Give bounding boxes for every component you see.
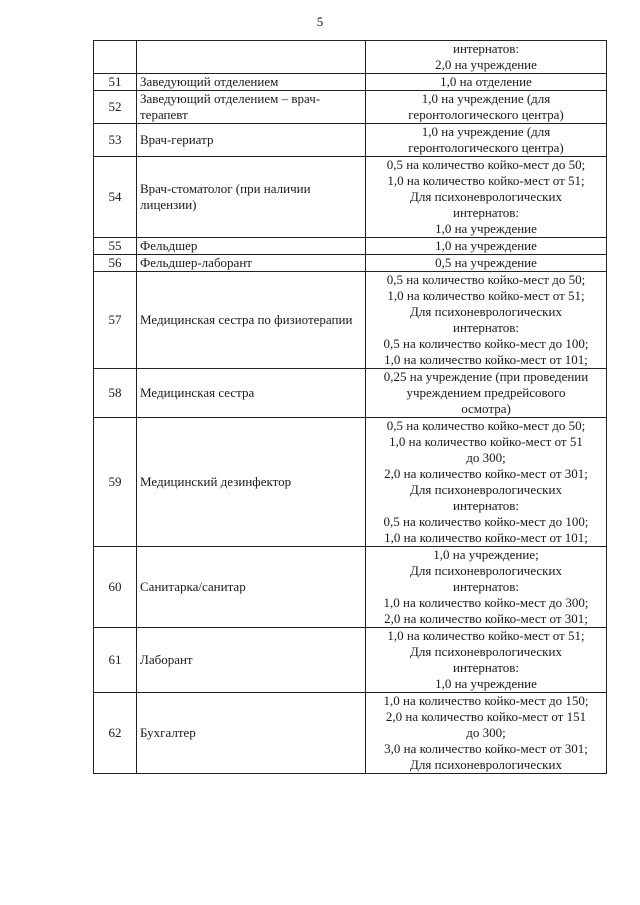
row-number: 54 <box>94 157 137 238</box>
norm-line: 0,25 на учреждение (при проведении <box>383 369 589 384</box>
norm-line: интернатов: <box>452 579 519 594</box>
table-row <box>94 124 607 157</box>
norm-line: Для психоневрологических <box>410 189 562 204</box>
row-number: 55 <box>94 238 137 255</box>
norm-line: 0,5 на количество койко-мест до 100; <box>383 336 589 351</box>
staffing-norm <box>366 157 607 238</box>
staffing-norm <box>366 693 607 774</box>
position-name: Заведующий отделением – врач-терапевт <box>137 91 366 124</box>
norm-line: 1,0 на количество койко-мест от 51; <box>387 288 585 303</box>
row-number <box>94 41 137 74</box>
row-number: 60 <box>94 547 137 628</box>
norm-line: 1,0 на учреждение <box>435 221 537 236</box>
norm-line: 1,0 на количество койко-мест до 300; <box>383 595 589 610</box>
norm-line: 1,0 на количество койко-мест от 51; <box>387 628 585 643</box>
position-name: Санитарка/санитар <box>137 547 366 628</box>
norm-line: геронтологического центра) <box>408 107 564 122</box>
norm-line: Для психоневрологических <box>410 563 562 578</box>
staffing-norm <box>366 74 607 91</box>
norm-line: 0,5 на учреждение <box>435 255 537 270</box>
norm-line: 1,0 на количество койко-мест до 150; <box>383 693 589 708</box>
table-body <box>94 41 607 774</box>
staffing-norm <box>366 91 607 124</box>
row-number: 56 <box>94 255 137 272</box>
staffing-norms-table <box>93 40 607 774</box>
norm-line: 2,0 на количество койко-мест от 151 <box>385 709 587 724</box>
table-row <box>94 369 607 418</box>
norm-line: Для психоневрологических <box>410 304 562 319</box>
norm-line: 3,0 на количество койко-мест от 301; <box>384 741 588 756</box>
row-number: 59 <box>94 418 137 547</box>
norm-line: 1,0 на количество койко-мест от 51 <box>389 434 583 449</box>
norm-line: 0,5 на количество койко-мест до 50; <box>386 157 586 172</box>
staffing-norm <box>366 272 607 369</box>
norm-line: интернатов: <box>452 660 519 675</box>
row-number: 52 <box>94 91 137 124</box>
norm-line: интернатов: <box>452 41 519 56</box>
staffing-norm <box>366 547 607 628</box>
table-row <box>94 157 607 238</box>
norm-line: 0,5 на количество койко-мест до 100; <box>383 514 589 529</box>
staffing-norm <box>366 628 607 693</box>
table-row <box>94 628 607 693</box>
norm-line: 2,0 на учреждение <box>435 57 537 72</box>
row-number: 57 <box>94 272 137 369</box>
table-row <box>94 255 607 272</box>
position-name: Медицинский дезинфектор <box>137 418 366 547</box>
staffing-norm <box>366 418 607 547</box>
norm-line: 1,0 на отделение <box>440 74 532 89</box>
norm-line: 1,0 на учреждение <box>435 238 537 253</box>
position-name: Бухгалтер <box>137 693 366 774</box>
norm-line: интернатов: <box>452 498 519 513</box>
row-number: 51 <box>94 74 137 91</box>
norm-line: Для психоневрологических <box>410 644 562 659</box>
table-row <box>94 693 607 774</box>
norm-line: до 300; <box>466 450 506 465</box>
row-number: 53 <box>94 124 137 157</box>
row-number: 62 <box>94 693 137 774</box>
norm-line: 0,5 на количество койко-мест до 50; <box>386 418 586 433</box>
norm-line: 1,0 на количество койко-мест от 101; <box>384 352 588 367</box>
norm-line: 1,0 на учреждение; <box>433 547 539 562</box>
position-name <box>137 41 366 74</box>
norm-line: Для психоневрологических <box>410 482 562 497</box>
norm-line: 1,0 на учреждение <box>435 676 537 691</box>
table-row <box>94 41 607 74</box>
table-row <box>94 91 607 124</box>
table-row <box>94 272 607 369</box>
row-number: 61 <box>94 628 137 693</box>
staffing-norm <box>366 124 607 157</box>
position-name: Медицинская сестра <box>137 369 366 418</box>
norm-line: осмотра) <box>461 401 511 416</box>
norm-line: 1,0 на количество койко-мест от 51; <box>387 173 585 188</box>
norm-line: интернатов: <box>452 320 519 335</box>
norm-line: 1,0 на учреждение (для <box>421 91 551 106</box>
norm-line: учреждением предрейсового <box>406 385 566 400</box>
table-row <box>94 238 607 255</box>
table-row <box>94 547 607 628</box>
page-number: 5 <box>316 14 324 29</box>
table-row <box>94 418 607 547</box>
norm-line: 1,0 на учреждение (для <box>421 124 551 139</box>
table-row <box>94 74 607 91</box>
position-name: Врач-гериатр <box>137 124 366 157</box>
norm-line: Для психоневрологических <box>410 757 562 772</box>
position-name: Медицинская сестра по физиотерапии <box>137 272 366 369</box>
staffing-norm <box>366 41 607 74</box>
row-number: 58 <box>94 369 137 418</box>
staffing-norm <box>366 369 607 418</box>
norm-line: геронтологического центра) <box>408 140 564 155</box>
norm-line: до 300; <box>466 725 506 740</box>
staffing-norm <box>366 255 607 272</box>
position-name: Заведующий отделением <box>137 74 366 91</box>
position-name: Врач-стоматолог (при наличии лицензии) <box>137 157 366 238</box>
norm-line: 1,0 на количество койко-мест от 101; <box>384 530 588 545</box>
norm-line: интернатов: <box>452 205 519 220</box>
norm-line: 2,0 на количество койко-мест от 301; <box>384 611 588 626</box>
norm-line: 2,0 на количество койко-мест от 301; <box>384 466 588 481</box>
staffing-norm <box>366 238 607 255</box>
position-name: Фельдшер-лаборант <box>137 255 366 272</box>
position-name: Лаборант <box>137 628 366 693</box>
norm-line: 0,5 на количество койко-мест до 50; <box>386 272 586 287</box>
position-name: Фельдшер <box>137 238 366 255</box>
